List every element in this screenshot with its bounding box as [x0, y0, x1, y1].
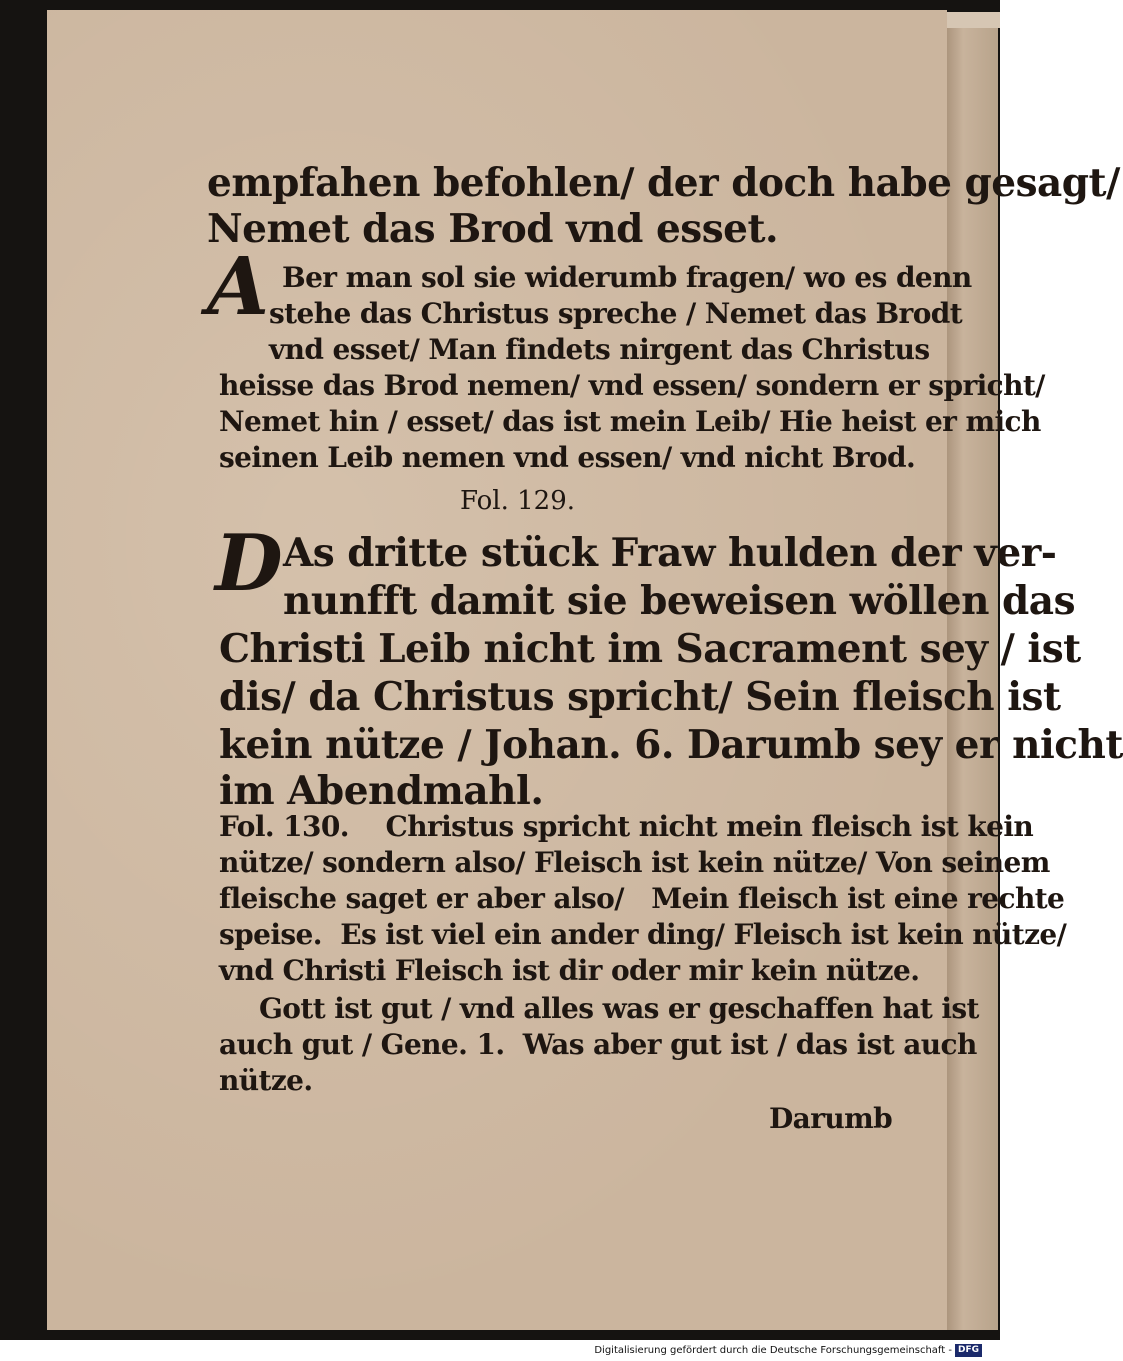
- text-line: nunfft damit sie beweisen wöllen das: [283, 578, 1076, 624]
- book-page: [47, 10, 1123, 1330]
- text-line: Nemet hin / esset/ das ist mein Leib/ Hie heist er mich: [219, 405, 1041, 438]
- text-line: vnd Christi Fleisch ist dir oder mir kein nütze.: [219, 954, 920, 987]
- text-line: As dritte stück Fraw hulden der ver-: [283, 530, 1057, 576]
- text-line: dis/ da Christus spricht/ Sein fleisch ist: [219, 674, 1061, 720]
- drop-initial-d: D: [215, 518, 283, 609]
- text-line: speise. Es ist viel ein ander ding/ Fleisch ist kein nütze/: [219, 918, 1067, 951]
- text-line: Nemet das Brod vnd esset.: [207, 206, 779, 252]
- text-line: auch gut / Gene. 1. Was aber gut ist / das ist auch: [219, 1028, 977, 1061]
- text-line: empfahen befohlen/ der doch habe gesagt/: [207, 160, 1120, 206]
- text-line: heisse das Brod nemen/ vnd essen/ sondern er spricht/: [219, 369, 1045, 402]
- text-line: kein nütze / Johan. 6. Darumb sey er nicht: [219, 722, 1123, 768]
- text-line: nütze/ sondern also/ Fleisch ist kein nütze/ Von seinem: [219, 846, 1050, 879]
- text-line: fleische saget er aber also/ Mein fleisch ist eine rechte: [219, 882, 1065, 915]
- page-edge-tab: [940, 12, 1000, 28]
- drop-initial-a: A: [207, 239, 270, 333]
- text-line: Christi Leib nicht im Sacrament sey / ist: [219, 626, 1081, 672]
- text-line: nütze.: [219, 1064, 313, 1097]
- catchword: Darumb: [769, 1102, 893, 1135]
- text-line: Ber man sol sie widerumb fragen/ wo es denn: [282, 261, 972, 294]
- text-line: Gott ist gut / vnd alles was er geschaffen hat ist: [259, 992, 979, 1025]
- text-line: im Abendmahl.: [219, 768, 544, 814]
- text-line: Fol. 130. Christus spricht nicht mein fleisch ist kein: [219, 810, 1034, 843]
- dfg-logo: DFG: [955, 1344, 982, 1357]
- text-line: seinen Leib nemen vnd essen/ vnd nicht Brod.: [219, 441, 916, 474]
- folio-reference: Fol. 129.: [460, 486, 576, 516]
- text-line: stehe das Christus spreche / Nemet das Brodt: [269, 297, 963, 330]
- digitization-credit: [594, 1340, 982, 1361]
- credit-text: Digitalisierung gefördert durch die Deutsche Forschungsgemeinschaft -: [594, 1345, 952, 1356]
- text-line: vnd esset/ Man findets nirgent das Christus: [269, 333, 930, 366]
